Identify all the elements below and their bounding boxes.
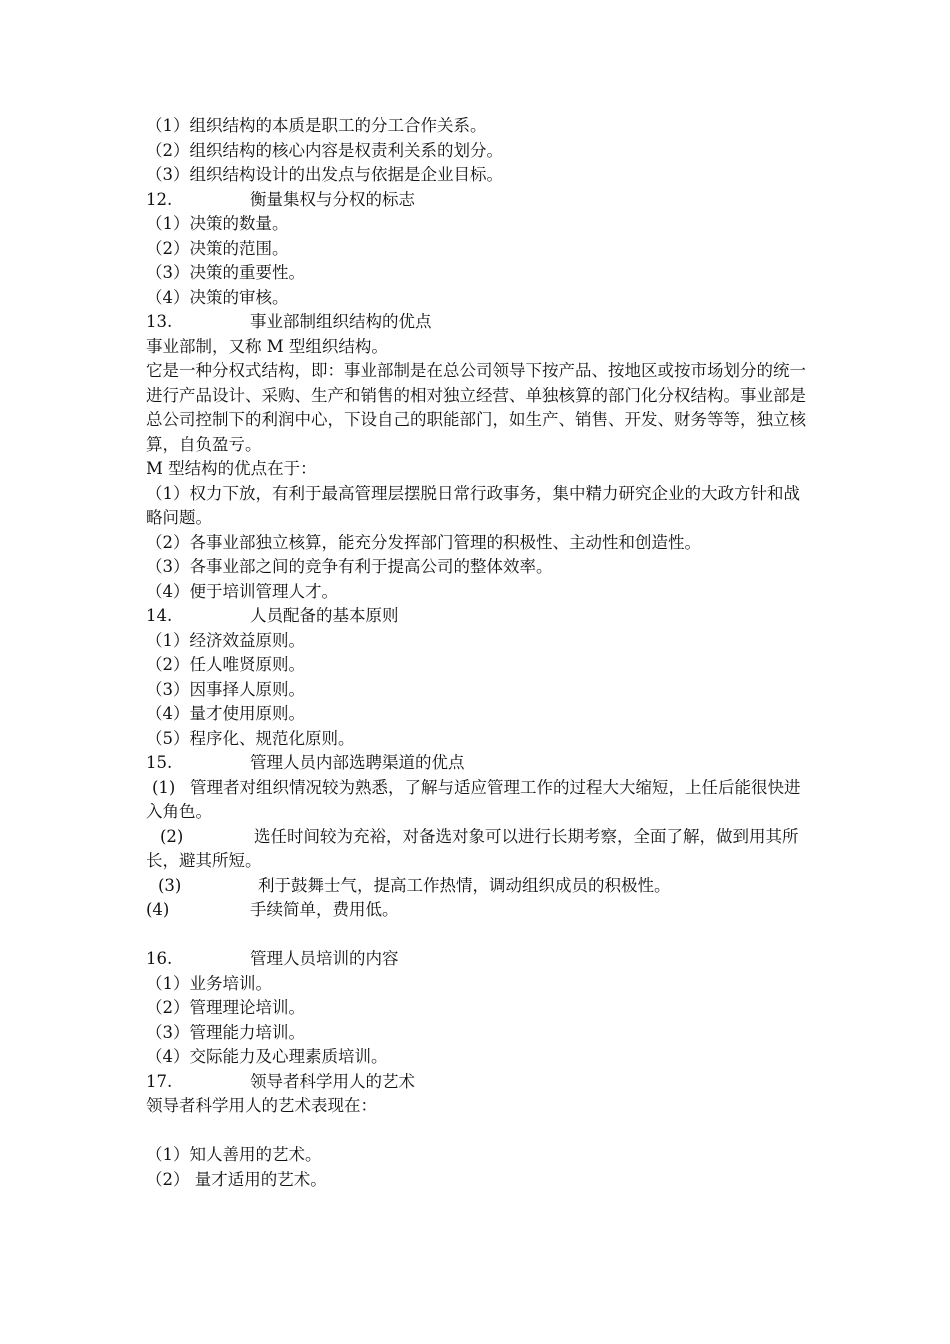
- section-heading-13: [146, 310, 816, 335]
- list-item: （1）业务培训。: [146, 973, 272, 993]
- list-item: （3）决策的重要性。: [146, 263, 305, 282]
- list-item: （2）决策的范围。: [146, 238, 289, 258]
- item-number: (2): [160, 826, 184, 846]
- section-title: 管理人员培训的内容: [250, 949, 399, 968]
- item-number: (3): [158, 875, 182, 895]
- section-heading-15: [146, 751, 816, 776]
- paragraph: 它是一种分权式结构，即：事业部制是在总公司领导下按产品、按地区或按市场划分的统一进行产品设计、采购、生产和销售的相对独立经营、单独核算的部门化分权结构。事业部是总公司控制下的利润中心，下设自己的职能部门，如生产、销售、开发、财务等等，独立核算，自负盈亏。: [146, 361, 806, 454]
- list-item: （1）经济效益原则。: [146, 630, 305, 650]
- section-number: 17.: [146, 1071, 173, 1091]
- list-item: （4）量才使用原则。: [146, 704, 305, 723]
- section-title: 管理人员内部选聘渠道的优点: [250, 753, 465, 772]
- list-item: （5）程序化、规范化原则。: [146, 728, 355, 748]
- list-item: [146, 874, 816, 899]
- list-item: （4）交际能力及心理素质培训。: [146, 1047, 388, 1066]
- list-item: （3）因事择人原则。: [146, 679, 305, 699]
- list-item: [146, 825, 816, 874]
- section-heading-17: [146, 1070, 816, 1095]
- list-item: （2）各事业部独立核算，能充分发挥部门管理的积极性、主动性和创造性。: [146, 532, 701, 552]
- section-heading-14: [146, 604, 816, 629]
- section-number: 16.: [146, 949, 173, 968]
- section-title: 衡量集权与分权的标志: [250, 189, 415, 209]
- list-item: （2）任人唯贤原则。: [146, 655, 305, 674]
- section-heading-16: [146, 947, 816, 972]
- section-title: 事业部制组织结构的优点: [250, 312, 432, 331]
- section-title: 领导者科学用人的艺术: [250, 1071, 415, 1091]
- list-item: （2）组织结构的核心内容是权责利关系的划分。: [146, 140, 503, 160]
- list-item: （3）管理能力培训。: [146, 1022, 305, 1042]
- document-body: [146, 114, 816, 1192]
- blank-line: [146, 923, 816, 948]
- list-item: [146, 898, 816, 923]
- item-text: 选任时间较为充裕，对备选对象可以进行长期考察，全面了解，做到用其所长，避其所短。: [146, 826, 799, 870]
- item-text: 利于鼓舞士气，提高工作热情，调动组织成员的积极性。: [258, 875, 671, 895]
- section-number: 14.: [146, 606, 173, 625]
- list-item: （2） 量才适用的艺术。: [146, 1169, 327, 1189]
- list-item: （1）知人善用的艺术。: [146, 1145, 322, 1164]
- list-item: （3）各事业部之间的竞争有利于提高公司的整体效率。: [146, 557, 553, 576]
- list-item: （4）便于培训管理人才。: [146, 581, 338, 601]
- item-text: 手续简单，费用低。: [250, 900, 399, 919]
- list-item: （2）管理理论培训。: [146, 998, 305, 1017]
- section-number: 12.: [146, 189, 173, 209]
- section-title: 人员配备的基本原则: [250, 606, 399, 625]
- list-item: （1）组织结构的本质是职工的分工合作关系。: [146, 116, 487, 135]
- list-item: [146, 776, 816, 825]
- list-item: （4）决策的审核。: [146, 287, 289, 307]
- blank-line: [146, 1119, 816, 1144]
- paragraph: M 型结构的优点在于：: [146, 459, 317, 478]
- item-number: (1): [152, 777, 176, 797]
- section-heading-12: [146, 188, 816, 213]
- list-item: （1）权力下放，有利于最高管理层摆脱日常行政事务，集中精力研究企业的大政方针和战略问题。: [146, 483, 800, 527]
- section-number: 13.: [146, 312, 173, 331]
- section-number: 15.: [146, 753, 173, 772]
- list-item: （1）决策的数量。: [146, 214, 289, 233]
- item-text: 管理者对组织情况较为熟悉，了解与适应管理工作的过程大大缩短，上任后能很快进入角色。: [146, 777, 801, 821]
- paragraph: 事业部制，又称 M 型组织结构。: [146, 336, 388, 356]
- item-number: (4): [146, 900, 170, 919]
- paragraph: 领导者科学用人的艺术表现在：: [146, 1096, 377, 1115]
- list-item: （3）组织结构设计的出发点与依据是企业目标。: [146, 165, 503, 184]
